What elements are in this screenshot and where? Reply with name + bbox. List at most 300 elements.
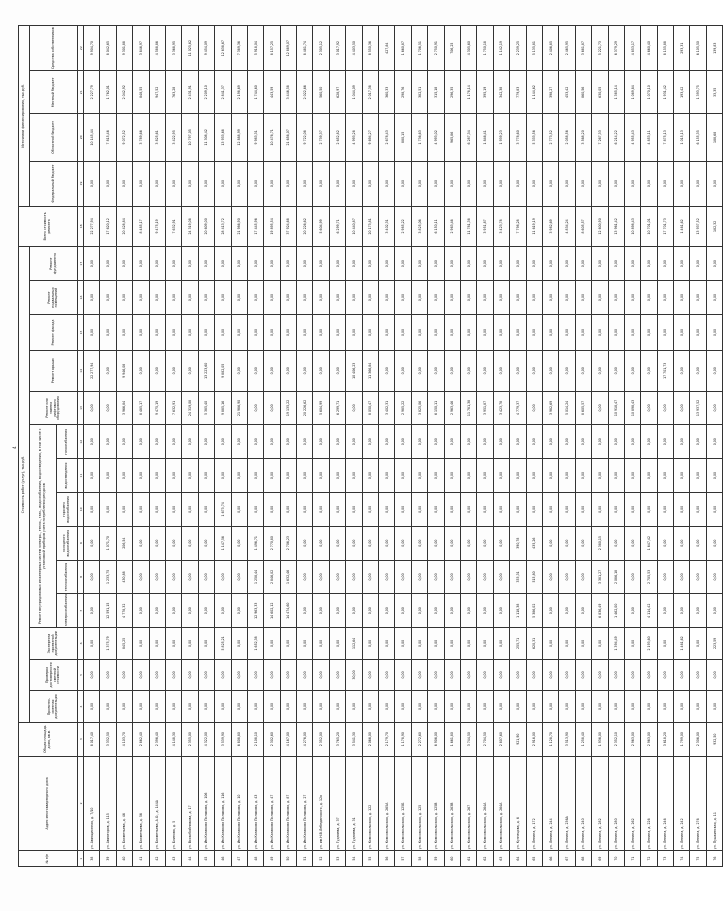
cell-value: 0,00 [542,492,558,526]
cell-value: 0,00 [215,247,231,281]
cell-value: 0,00 [493,247,509,281]
cell-value: 0,00 [247,281,263,315]
table-row [133,26,149,867]
cell-value: 2 841,37 [215,71,231,114]
cell-value: 0,00 [247,314,263,350]
cell-value: 0,00 [477,628,493,660]
cell-value: 3 982,69 [542,206,558,247]
cell-value: 0,00 [329,281,345,315]
cell-address: ул. Ленина, д. 236А [559,756,575,851]
cell-value: 860,56 [575,71,591,114]
cell-value: 0,00 [690,526,706,560]
cell-value: 0,00 [592,459,608,493]
cell-value: 0,00 [280,314,296,350]
cell-value: 0,00 [575,350,591,391]
cell-value: 0,00 [510,281,526,315]
cell-value: 0,00 [706,281,722,315]
cell-value: 0,00 [411,659,427,691]
cell-value: 0,00 [198,459,214,493]
cell-value: 0,00 [149,281,165,315]
cell-value: 0,00 [215,161,231,206]
cell-value: 0,00 [477,161,493,206]
cell-value: 0,00 [133,526,149,560]
cell-address: ул. Ленина, д. 244 [542,756,558,851]
table-row [215,26,231,867]
cell-value: 20 428,84 [116,206,132,247]
cell-value: 0,00 [149,659,165,691]
cell-value: 0,00 [510,691,526,723]
cell-value: 0,00 [690,659,706,691]
cell-value: 0,00 [477,492,493,526]
cell-value: 0,00 [592,247,608,281]
cell-value: 9 301,88 [116,26,132,71]
cell-value: 0,00 [690,314,706,350]
cell-value: 9 904,70 [84,26,100,71]
header-basement: Ремонт подвальных помещений [30,281,78,315]
cell-value: 0,00 [133,161,149,206]
cell-value: 3 381,27 [592,560,608,594]
cell-value: 0,00 [362,425,378,459]
cell-value: 0,00 [575,314,591,350]
cell-value: 0,00 [477,594,493,628]
cell-value: 0,00 [575,247,591,281]
cell-value: 395,19 [477,71,493,114]
cell-address: ул. Им.Казакова Полякова, д. 27 [297,756,313,851]
cell-value: 0,00 [84,391,100,425]
cell-value: 0,00 [100,314,116,350]
cell-value: 13 937,52 [690,206,706,247]
cell-value: 0,00 [395,281,411,315]
cell-value: 1 258,40 [575,722,591,756]
cell-address: ул. Авиационная, д. 7/10 [84,756,100,851]
cell-value: 0,00 [215,594,231,628]
table-row [100,26,116,867]
cell-value: 8 485,17 [133,206,149,247]
cell-value: 0,00 [231,594,247,628]
cell-value: 5 135,81 [526,26,542,71]
cell-value: 0,00 [411,425,427,459]
cell-value: 0,00 [674,492,690,526]
column-number: 15 [78,314,84,350]
cell-row-number: 67 [559,851,575,867]
cell-value: 0,00 [657,526,673,560]
cell-value: 0,00 [84,492,100,526]
cell-row-number: 41 [133,851,149,867]
header-group-cost: Стоимость работ (услуг), тыс.руб. [19,247,30,723]
cell-row-number: 74 [674,851,690,867]
cell-value: 0,00 [395,691,411,723]
cell-value: 0,00 [428,526,444,560]
cell-row-number: 55 [362,851,378,867]
cell-value: 0,00 [215,314,231,350]
cell-value: 628,97 [329,71,345,114]
cell-address: ул. Комсомольская, д. 125 [411,756,427,851]
cell-value: 0,00 [641,425,657,459]
cell-value: 0,00 [362,594,378,628]
table-row [575,26,591,867]
table-row [559,26,575,867]
table-row [264,26,280,867]
cell-value: 0,00 [247,659,263,691]
cell-value: 0,00 [477,247,493,281]
cell-value: 6 150,11 [428,391,444,425]
cell-value: 0,00 [657,281,673,315]
cell-value: 0,00 [411,560,427,594]
cell-value: 0,00 [362,161,378,206]
cell-value: 2 963,46 [444,206,460,247]
cell-value: 0,00 [428,492,444,526]
cell-value: 0,00 [592,281,608,315]
cell-value: 2 042,92 [116,71,132,114]
cell-value: 0,00 [690,247,706,281]
cell-value: 12 889,07 [280,26,296,71]
cell-value: 11 308,42 [198,114,214,161]
cell-value: 0,00 [444,459,460,493]
cell-value: 0,00 [346,161,362,206]
cell-value: 2 652,82 [329,114,345,161]
cell-value: 0,00 [657,659,673,691]
cell-value: 0,00 [575,691,591,723]
cell-address: ул. Ленина, д. 240 [575,756,591,851]
cell-value: 0,00 [198,628,214,660]
cell-value: 2 302,60 [264,722,280,756]
cell-value: 0,00 [592,425,608,459]
cell-value: 17 701,73 [657,206,673,247]
cell-value: 1 496,71 [247,526,263,560]
cell-value: 0,00 [477,281,493,315]
cell-value: 0,00 [165,628,181,660]
cell-value: 0,00 [624,492,640,526]
cell-value: 3 982,69 [542,391,558,425]
cell-value: 0,00 [379,691,395,723]
cell-value: 0,00 [559,247,575,281]
cell-value: 0,00 [706,247,722,281]
cell-value: 0,00 [100,459,116,493]
cell-value: 10 918,47 [608,391,624,425]
cell-value: 0,00 [149,247,165,281]
cell-value: 0,00 [329,594,345,628]
cell-value: 0,00 [674,691,690,723]
cell-value: 515,80 [526,560,542,594]
cell-value: 0,00 [133,425,149,459]
cell-address: ул. Бахметьева, А.О., д. 144А [149,756,165,851]
cell-value: 0,00 [624,459,640,493]
cell-value: 2 705,53 [641,560,657,594]
cell-value: 0,00 [198,526,214,560]
table-row [608,26,624,867]
cell-address: ул. Бахметьева, д. 46 [116,756,132,851]
cell-value: 0,00 [198,161,214,206]
header-address: Адрес многоквартирного дома [19,756,78,851]
cell-value: 0,00 [379,314,395,350]
cell-value: 10 898,43 [624,391,640,425]
column-number: 22 [78,26,84,71]
cell-value: 0,00 [313,247,329,281]
cell-value: 0,00 [133,281,149,315]
table-row [690,26,706,867]
cell-value: 0,00 [674,161,690,206]
cell-value: 1 846,41 [477,114,493,161]
cell-value: 0,00 [444,350,460,391]
cell-value: 0,00 [198,594,214,628]
cell-address: ул. Комсомольская, д. 264А [493,756,509,851]
cell-value: 0,00 [215,659,231,691]
column-number: 18 [78,206,84,247]
cell-value: 0,00 [182,247,198,281]
cell-value: 188,68 [706,114,722,161]
cell-value: 0,00 [297,691,313,723]
table-row [526,26,542,867]
header-expertise: Экспертиза проектной документации [30,628,78,660]
cell-value: 0,00 [149,350,165,391]
cell-address: ул. Им.Казакова Полякова, д. 43 [247,756,263,851]
cell-address: ул. Ленина, д. 246 [657,756,673,851]
table-row [706,26,722,867]
cell-value: 0,00 [264,659,280,691]
cell-value: 0,00 [182,594,198,628]
header-roof: Ремонт крыши [30,350,78,391]
cell-value: 0,00 [362,691,378,723]
cell-address: ул. Им.Казакова Полякова, д. 47 [264,756,280,851]
cell-value: 0,00 [215,459,231,493]
cell-value: 0,00 [641,391,657,425]
cell-value: 0,00 [526,350,542,391]
cell-value: 0,00 [428,161,444,206]
cell-value: 706,25 [444,26,460,71]
cell-row-number: 46 [215,851,231,867]
cell-value: 0,00 [559,459,575,493]
cell-value: 1 385,14 [608,71,624,114]
cell-value: 0,00 [395,628,411,660]
header-owners: Средства собственников [30,26,78,71]
cell-value: 0,00 [510,659,526,691]
cell-value: 0,00 [247,391,263,425]
cell-value: 0,00 [198,492,214,526]
header-sub-heat: теплоснабжения [57,560,78,594]
cell-value: 0,00 [264,425,280,459]
cell-value: 11 366,84 [362,350,378,391]
cell-value: 0,00 [510,314,526,350]
cell-value: 12 963,33 [247,594,263,628]
cell-value: 0,00 [182,659,198,691]
cell-value: 0,00 [379,560,395,594]
cell-value: 0,00 [624,628,640,660]
table-row [329,26,345,867]
cell-value: 0,00 [133,659,149,691]
cell-value: 0,00 [165,560,181,594]
cell-value: 443,59 [264,71,280,114]
cell-value: 9 885,16 [215,391,231,425]
table-row [510,26,526,867]
cell-value: 37 924,68 [280,206,296,247]
cell-value: 0,00 [575,492,591,526]
repair-program-table [18,25,723,867]
cell-address: ул. Комсомольская, д. 267 [460,756,476,851]
cell-value: 0,00 [379,526,395,560]
cell-value: 0,00 [133,560,149,594]
column-number: 19 [78,161,84,206]
cell-value: 0,00 [182,281,198,315]
cell-row-number: 38 [84,851,100,867]
cell-value: 0,00 [231,350,247,391]
cell-value: 4 778,32 [116,594,132,628]
cell-value: 0,00 [215,281,231,315]
cell-value: 22 277,94 [84,206,100,247]
cell-address: ул. Комсомольская, д. 263В [444,756,460,851]
cell-value: 0,00 [690,350,706,391]
cell-value: 0,00 [674,247,690,281]
cell-address: ул. Блинова, д. 5 [165,756,181,851]
cell-row-number: 53 [329,851,345,867]
cell-value: 0,00 [608,659,624,691]
cell-value: 0,00 [460,247,476,281]
cell-value: 7 389,36 [231,26,247,71]
cell-value: 0,00 [280,492,296,526]
cell-value: 24 319,08 [182,391,198,425]
cell-value: 0,00 [280,161,296,206]
cell-value: 4 588,86 [149,26,165,71]
cell-row-number: 61 [460,851,476,867]
cell-value: 0,00 [624,314,640,350]
cell-value: 0,00 [280,247,296,281]
cell-value: 1 394,49 [608,628,624,660]
header-sub-gas: газоснабжения [57,425,78,459]
cell-value: 0,00 [624,281,640,315]
cell-value: 206,54 [116,526,132,560]
cell-value: 2 179,70 [379,722,395,756]
cell-value: 0,00 [215,425,231,459]
cell-value: 0,00 [149,560,165,594]
cell-value: 0,00 [460,526,476,560]
cell-value: 0,00 [706,391,722,425]
cell-value: 0,00 [460,691,476,723]
table-row [395,26,411,867]
cell-value: 0,00 [575,594,591,628]
cell-value: 2 704,50 [477,722,493,756]
cell-value: 2 773,52 [542,114,558,161]
cell-value: 9 475,19 [149,206,165,247]
cell-value: 0,00 [362,281,378,315]
cell-value: 2 066,00 [362,722,378,756]
cell-row-number: 63 [493,851,509,867]
cell-value: 0,00 [231,492,247,526]
cell-value: 0,00 [575,526,591,560]
cell-value: 0,00 [559,314,575,350]
cell-value: 0,00 [116,659,132,691]
cell-value: 0,00 [116,425,132,459]
cell-value: 7 815,46 [100,114,116,161]
cell-address: ул. Им.Казакова Полякова, д. 116 [215,756,231,851]
cell-address: ул. Им.Казакова Полякова, д. 10 [231,756,247,851]
cell-value: 0,00 [624,691,640,723]
cell-value: 0,00 [84,247,100,281]
cell-value: 0,00 [395,526,411,560]
cell-value: 5 385,40 [198,391,214,425]
cell-value: 1 939,23 [493,114,509,161]
cell-value: 0,00 [510,492,526,526]
cell-value: 0,00 [526,247,542,281]
cell-value: 4 322,00 [198,722,214,756]
cell-value: 6 105,50 [690,26,706,71]
cell-value: 8 017,40 [84,722,100,756]
cell-value: 0,00 [231,659,247,691]
cell-value: 0,00 [379,594,395,628]
cell-value: 0,00 [444,247,460,281]
cell-value: 0,00 [444,659,460,691]
cell-value: 0,00 [493,425,509,459]
cell-value: 2 678,43 [379,114,395,161]
cell-value: 1 393,75 [690,71,706,114]
table-row [542,26,558,867]
cell-value: 2 963,00 [641,722,657,756]
cell-value: 0,00 [690,161,706,206]
cell-value: 1 744,60 [247,71,263,114]
cell-value: 0,00 [674,459,690,493]
cell-value: 3 423,78 [493,391,509,425]
cell-value: 0,00 [100,492,116,526]
cell-value: 0,00 [165,350,181,391]
cell-value: 10 701,01 [641,206,657,247]
cell-value: 2 058,56 [559,114,575,161]
cell-value: 2 706,23 [280,526,296,560]
cell-value: 3 765,20 [329,722,345,756]
cell-value: 0,00 [297,560,313,594]
cell-value: 0,00 [444,628,460,660]
header-total-area: Общая площадь дома, кв.м. [19,722,78,756]
cell-value: 0,00 [460,560,476,594]
cell-value: 0,00 [346,247,362,281]
cell-value: 0,00 [116,691,132,723]
cell-value: 0,00 [198,281,214,315]
cell-value: 9 072,52 [116,114,132,161]
cell-value: 1 178,90 [395,722,411,756]
cell-value: 0,00 [690,459,706,493]
cell-value: 0,00 [395,594,411,628]
cell-value: 427,84 [379,26,395,71]
table-row [280,26,296,867]
cell-value: 0,00 [411,247,427,281]
cell-value: 2 193,60 [641,628,657,660]
table-row [116,26,132,867]
cell-value: 2 985,22 [395,391,411,425]
cell-value: 0,00 [526,281,542,315]
cell-value: 453,42 [559,71,575,114]
cell-value: 1 750,18 [477,26,493,71]
cell-value: 0,00 [411,492,427,526]
cell-value: 0,00 [165,425,181,459]
table-row [247,26,263,867]
cell-value: 3 513,90 [559,722,575,756]
cell-value: 1 142,19 [493,26,509,71]
cell-value: 0,00 [444,691,460,723]
cell-value: 2 306,00 [690,722,706,756]
cell-value: 5 825,21 [215,628,231,660]
cell-value: 0,00 [198,314,214,350]
cell-address: ул. Комсомольская, д. 122 [362,756,378,851]
cell-value: 0,00 [346,459,362,493]
cell-value: 0,00 [149,691,165,723]
cell-value: 0,00 [657,560,673,594]
cell-value: 0,00 [706,691,722,723]
cell-value: 13 961,42 [608,206,624,247]
cell-value: 0,00 [674,281,690,315]
cell-value: 0,00 [559,594,575,628]
cell-value: 0,00 [395,425,411,459]
cell-value: 0,00 [542,350,558,391]
cell-value: 17 620,12 [100,206,116,247]
cell-value: 0,00 [444,314,460,350]
cell-value: 0,00 [460,161,476,206]
